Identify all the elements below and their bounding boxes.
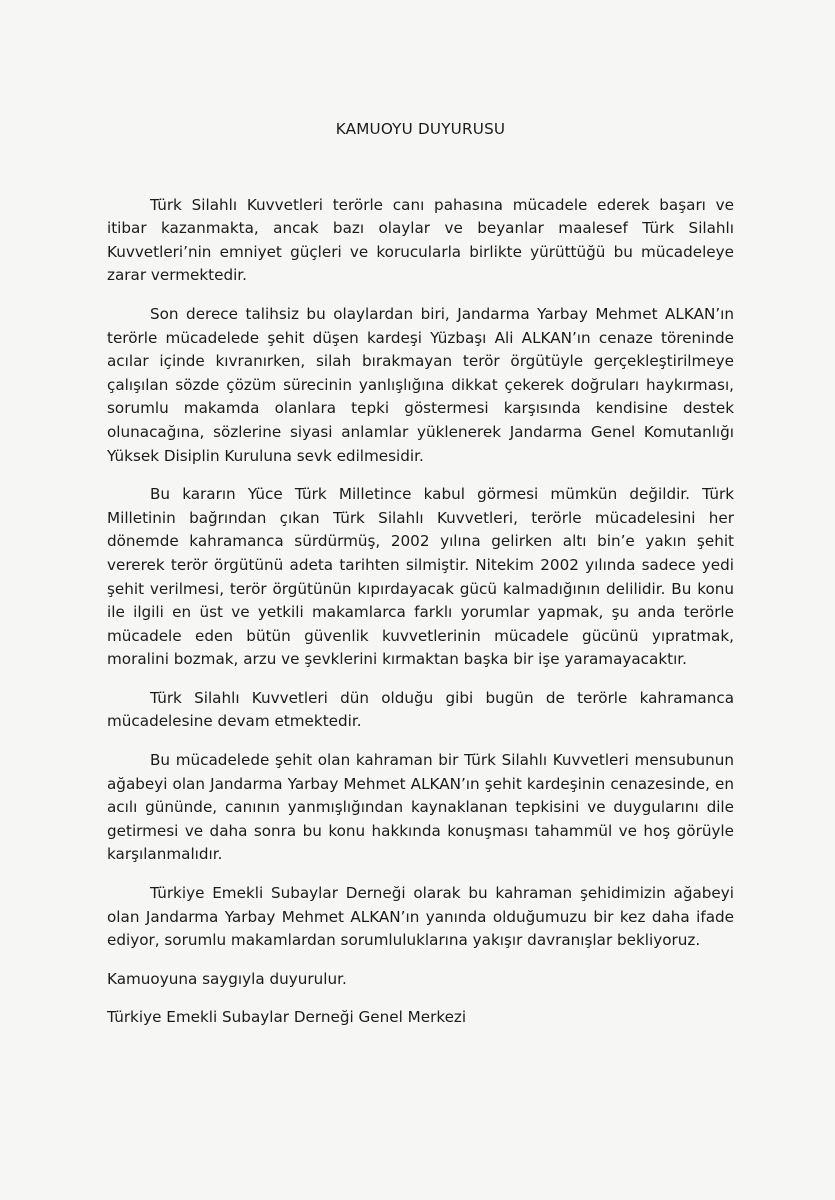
paragraph-4: Türk Silahlı Kuvvetleri dün olduğu gibi bugün de terörle kahramanca mücadelesine devam etmektedir. [107, 688, 734, 731]
paragraph-1: Türk Silahlı Kuvvetleri terörle canı pahasına mücadele ederek başarı ve itibar kazanmakta, ancak bazı olaylar ve beyanlar maalesef Türk Silahlı Kuvvetleri’nin emniyet güçleri ve korucularla birlikte yürüttüğü bu mücadeleye zarar vermektedir. [107, 195, 734, 285]
paragraph-6: Türkiye Emekli Subaylar Derneği olarak bu kahraman şehidimizin ağabeyi olan Jandarma Yarbay Mehmet ALKAN’ın yanında olduğumuzu bir kez daha ifade ediyor, sorumlu makamlardan sorumluluklarına yakışır davranışlar bekliyoruz. [107, 884, 734, 950]
signature-line: Türkiye Emekli Subaylar Derneği Genel Merkezi [107, 1008, 467, 1027]
document-body [107, 118, 734, 1045]
paragraph-3: Bu kararın Yüce Türk Milletince kabul görmesi mümkün değildir. Türk Milletinin bağrından çıkan Türk Silahlı Kuvvetleri, terörle mücadelesini her dönemde kahramanca sürdürmüş, 2002 yılına gelirken altı bin’e yakın şehit vererek terör örgütünü adeta tarihten silmiştir. Nitekim 2002 yılında sadece yedi şehit verilmesi, terör örgütünün kıpırdayacak gücü kalmadığının delilidir. Bu konu ile ilgili en üst ve yetkili makamlarca farklı yorumlar yapmak, şu anda terörle mücadele eden bütün güvenlik kuvvetlerinin mücadele gücünü yıpratmak, moralini bozmak, arzu ve şevklerini kırmaktan başka bir işe yaramayacaktır. [107, 485, 734, 669]
paragraph-5: Bu mücadelede şehit olan kahraman bir Türk Silahlı Kuvvetleri mensubunun ağabeyi olan Jandarma Yarbay Mehmet ALKAN’ın şehit kardeşinin cenazesinde, en acılı gününde, canının yanmışlığından kaynaklanan tepkisini ve duygularını dile getirmesi ve daha sonra bu konu hakkında konuşması tahammül ve hoş görüyle karşılanmalıdır. [107, 751, 734, 864]
document-title: KAMUOYU DUYURUSU [335, 120, 506, 138]
paragraph-2: Son derece talihsiz bu olaylardan biri, Jandarma Yarbay Mehmet ALKAN’ın terörle mücadelede şehit düşen kardeşi Yüzbaşı Ali ALKAN’ın cenaze töreninde acılar içinde kıvranırken, silah bırakmayan terör örgütüyle gerçekleştirilmeye çalışılan sözde çözüm sürecinin yanlışlığına dikkat çekerek doğruları haykırması, sorumlu makamda olanlara tepki göstermesi karşısında kendisine destek olunacağına, sözlerine siyasi anlamlar yüklenerek Jandarma Genel Komutanlığı Yüksek Disiplin Kuruluna sevk edilmesidir. [107, 304, 734, 465]
closing-line: Kamuoyuna saygıyla duyurulur. [107, 969, 347, 988]
